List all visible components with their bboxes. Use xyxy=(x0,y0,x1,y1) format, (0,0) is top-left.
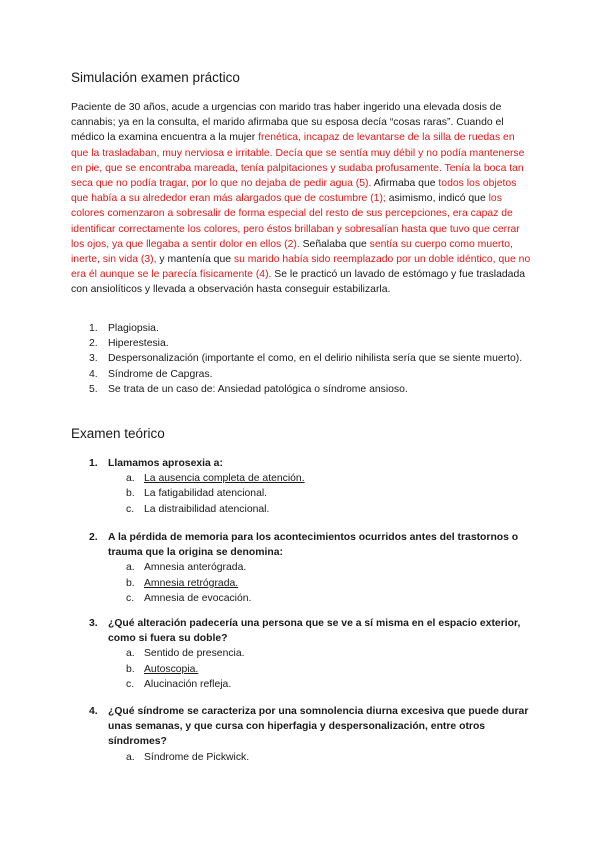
option-a xyxy=(71,750,531,765)
list-item xyxy=(71,321,533,336)
option-text-correct: Autoscopia. xyxy=(144,663,199,675)
question-1 xyxy=(71,456,531,517)
case-highlight: todos los objetos que había a su alrededor eran más alargados que de costumbre (1); xyxy=(71,178,517,205)
option-a xyxy=(71,560,531,575)
option-list xyxy=(71,471,531,517)
item-number: 4. xyxy=(89,368,98,380)
question-text: ¿Qué síndrome se caracteriza por una somnolencia diurna excesiva que puede durar unas semanas, y que cursa con hiperfagia y despersonalización, entre otros síndromes? xyxy=(108,706,529,748)
option-text: Sentido de presencia. xyxy=(144,648,245,660)
list-item xyxy=(71,367,533,382)
option-letter: b. xyxy=(126,488,135,500)
option-c xyxy=(71,502,531,517)
option-b xyxy=(71,486,531,501)
option-letter: a. xyxy=(126,751,135,763)
item-text: Despersonalización (importante el como, en el delirio nihilista sería que se siente muerto). xyxy=(108,353,523,365)
option-letter: a. xyxy=(126,648,135,660)
option-text: La distraibilidad atencional. xyxy=(144,503,270,515)
case-highlight: frenética, incapaz de levantarse de la silla de ruedas en que la trasladaban, muy nerviosa e irritable. Decía que se sentía muy débil y no podía mantenerse en pie, que se encontraba mareada, tenía palpitaciones y sudaba profusamente. Tenía la boca tan seca que no podía tragar, por lo que no dejaba de pedir agua (5). xyxy=(71,132,525,190)
question-stem xyxy=(71,704,531,750)
option-letter: a. xyxy=(126,562,135,574)
list-item xyxy=(71,351,533,366)
item-text: Se trata de un caso de: Ansiedad patológica o síndrome ansioso. xyxy=(108,383,408,395)
option-c xyxy=(71,591,531,606)
case-text: Paciente de 30 años, acude a urgencias con marido tras haber ingerido una elevada dosis de cannabis; ya en la consulta, el marido afirmaba que su esposa decía “cosas raras”. Cuando el médico la examina encuentra a la mujer xyxy=(71,102,504,144)
option-letter: b. xyxy=(126,577,135,589)
case-text: Se le practicó un lavado de estómago y fue trasladada con ansiolíticos y llevada a observación hasta conseguir estabilizarla. xyxy=(71,269,525,296)
option-letter: b. xyxy=(126,663,135,675)
item-text: Síndrome de Capgras. xyxy=(108,368,213,380)
option-list xyxy=(71,560,531,606)
question-text: ¿Qué alteración padecería una persona que se ve a sí misma en el espacio exterior, como si fuera su doble? xyxy=(108,618,521,645)
option-a xyxy=(71,471,531,486)
option-c xyxy=(71,677,531,692)
option-text: Amnesia de evocación. xyxy=(144,592,252,604)
answer-list xyxy=(71,321,533,397)
item-text: Plagiopsia. xyxy=(108,323,159,334)
question-stem xyxy=(71,616,531,646)
question-2 xyxy=(71,530,531,606)
question-4 xyxy=(71,704,531,765)
option-b xyxy=(71,576,531,591)
item-number: 1. xyxy=(89,323,98,334)
case-highlight: sentía su cuerpo como muerto, inerte, sin vida (3), xyxy=(71,238,513,266)
item-text: Hiperestesia. xyxy=(108,338,169,350)
option-letter: c. xyxy=(126,592,135,604)
list-item xyxy=(71,336,533,351)
case-highlight: su marido había sido reemplazado por un doble idéntico, que no era él aunque se le parecía físicamente (4). xyxy=(71,254,531,281)
question-text: Llamamos aprosexia a: xyxy=(108,458,223,469)
case-text: Señalaba que xyxy=(299,238,370,250)
question-number: 4. xyxy=(89,706,98,717)
question-3 xyxy=(71,616,531,692)
option-b xyxy=(71,662,531,677)
page-title: Simulación examen práctico xyxy=(71,70,240,85)
case-paragraph xyxy=(71,100,533,298)
case-highlight: los colores comenzaron a sobresalir de forma especial del resto de sus percepciones, era capaz de identificar correctamente los colores, pero éstos brillaban y sobresalían hasta que tuvo que cerrar los ojos, ya que llegaba a sentir dolor en ellos (2). xyxy=(71,193,520,250)
question-stem xyxy=(71,530,531,560)
question-stem xyxy=(71,456,531,471)
option-letter: a. xyxy=(126,473,135,485)
item-number: 5. xyxy=(89,383,98,395)
option-text: Síndrome de Pickwick. xyxy=(144,751,250,763)
option-letter: c. xyxy=(126,678,135,690)
option-a xyxy=(71,646,531,661)
case-text: y mantenía que xyxy=(156,254,234,266)
option-text: La fatigabilidad atencional. xyxy=(144,488,268,500)
list-item xyxy=(71,382,533,397)
item-number: 2. xyxy=(89,338,98,350)
item-number: 3. xyxy=(89,353,98,365)
question-number: 2. xyxy=(89,532,98,543)
option-list xyxy=(71,750,531,765)
case-text: Afirmaba que xyxy=(371,178,439,190)
question-number: 3. xyxy=(89,618,98,629)
option-text-correct: La ausencia completa de atención. xyxy=(144,473,305,485)
option-text: Amnesia anterógrada. xyxy=(144,562,247,574)
section-title: Examen teórico xyxy=(71,426,165,441)
option-letter: c. xyxy=(126,503,135,515)
option-text: Alucinación refleja. xyxy=(144,678,232,690)
case-text: asimismo, indicó que xyxy=(385,193,489,205)
option-text-correct: Amnesia retrógrada. xyxy=(144,577,239,589)
option-list xyxy=(71,646,531,692)
question-number: 1. xyxy=(89,458,98,469)
question-text: A la pérdida de memoria para los acontecimientos ocurridos antes del trastornos o trauma que la origina se denomina: xyxy=(108,532,519,559)
